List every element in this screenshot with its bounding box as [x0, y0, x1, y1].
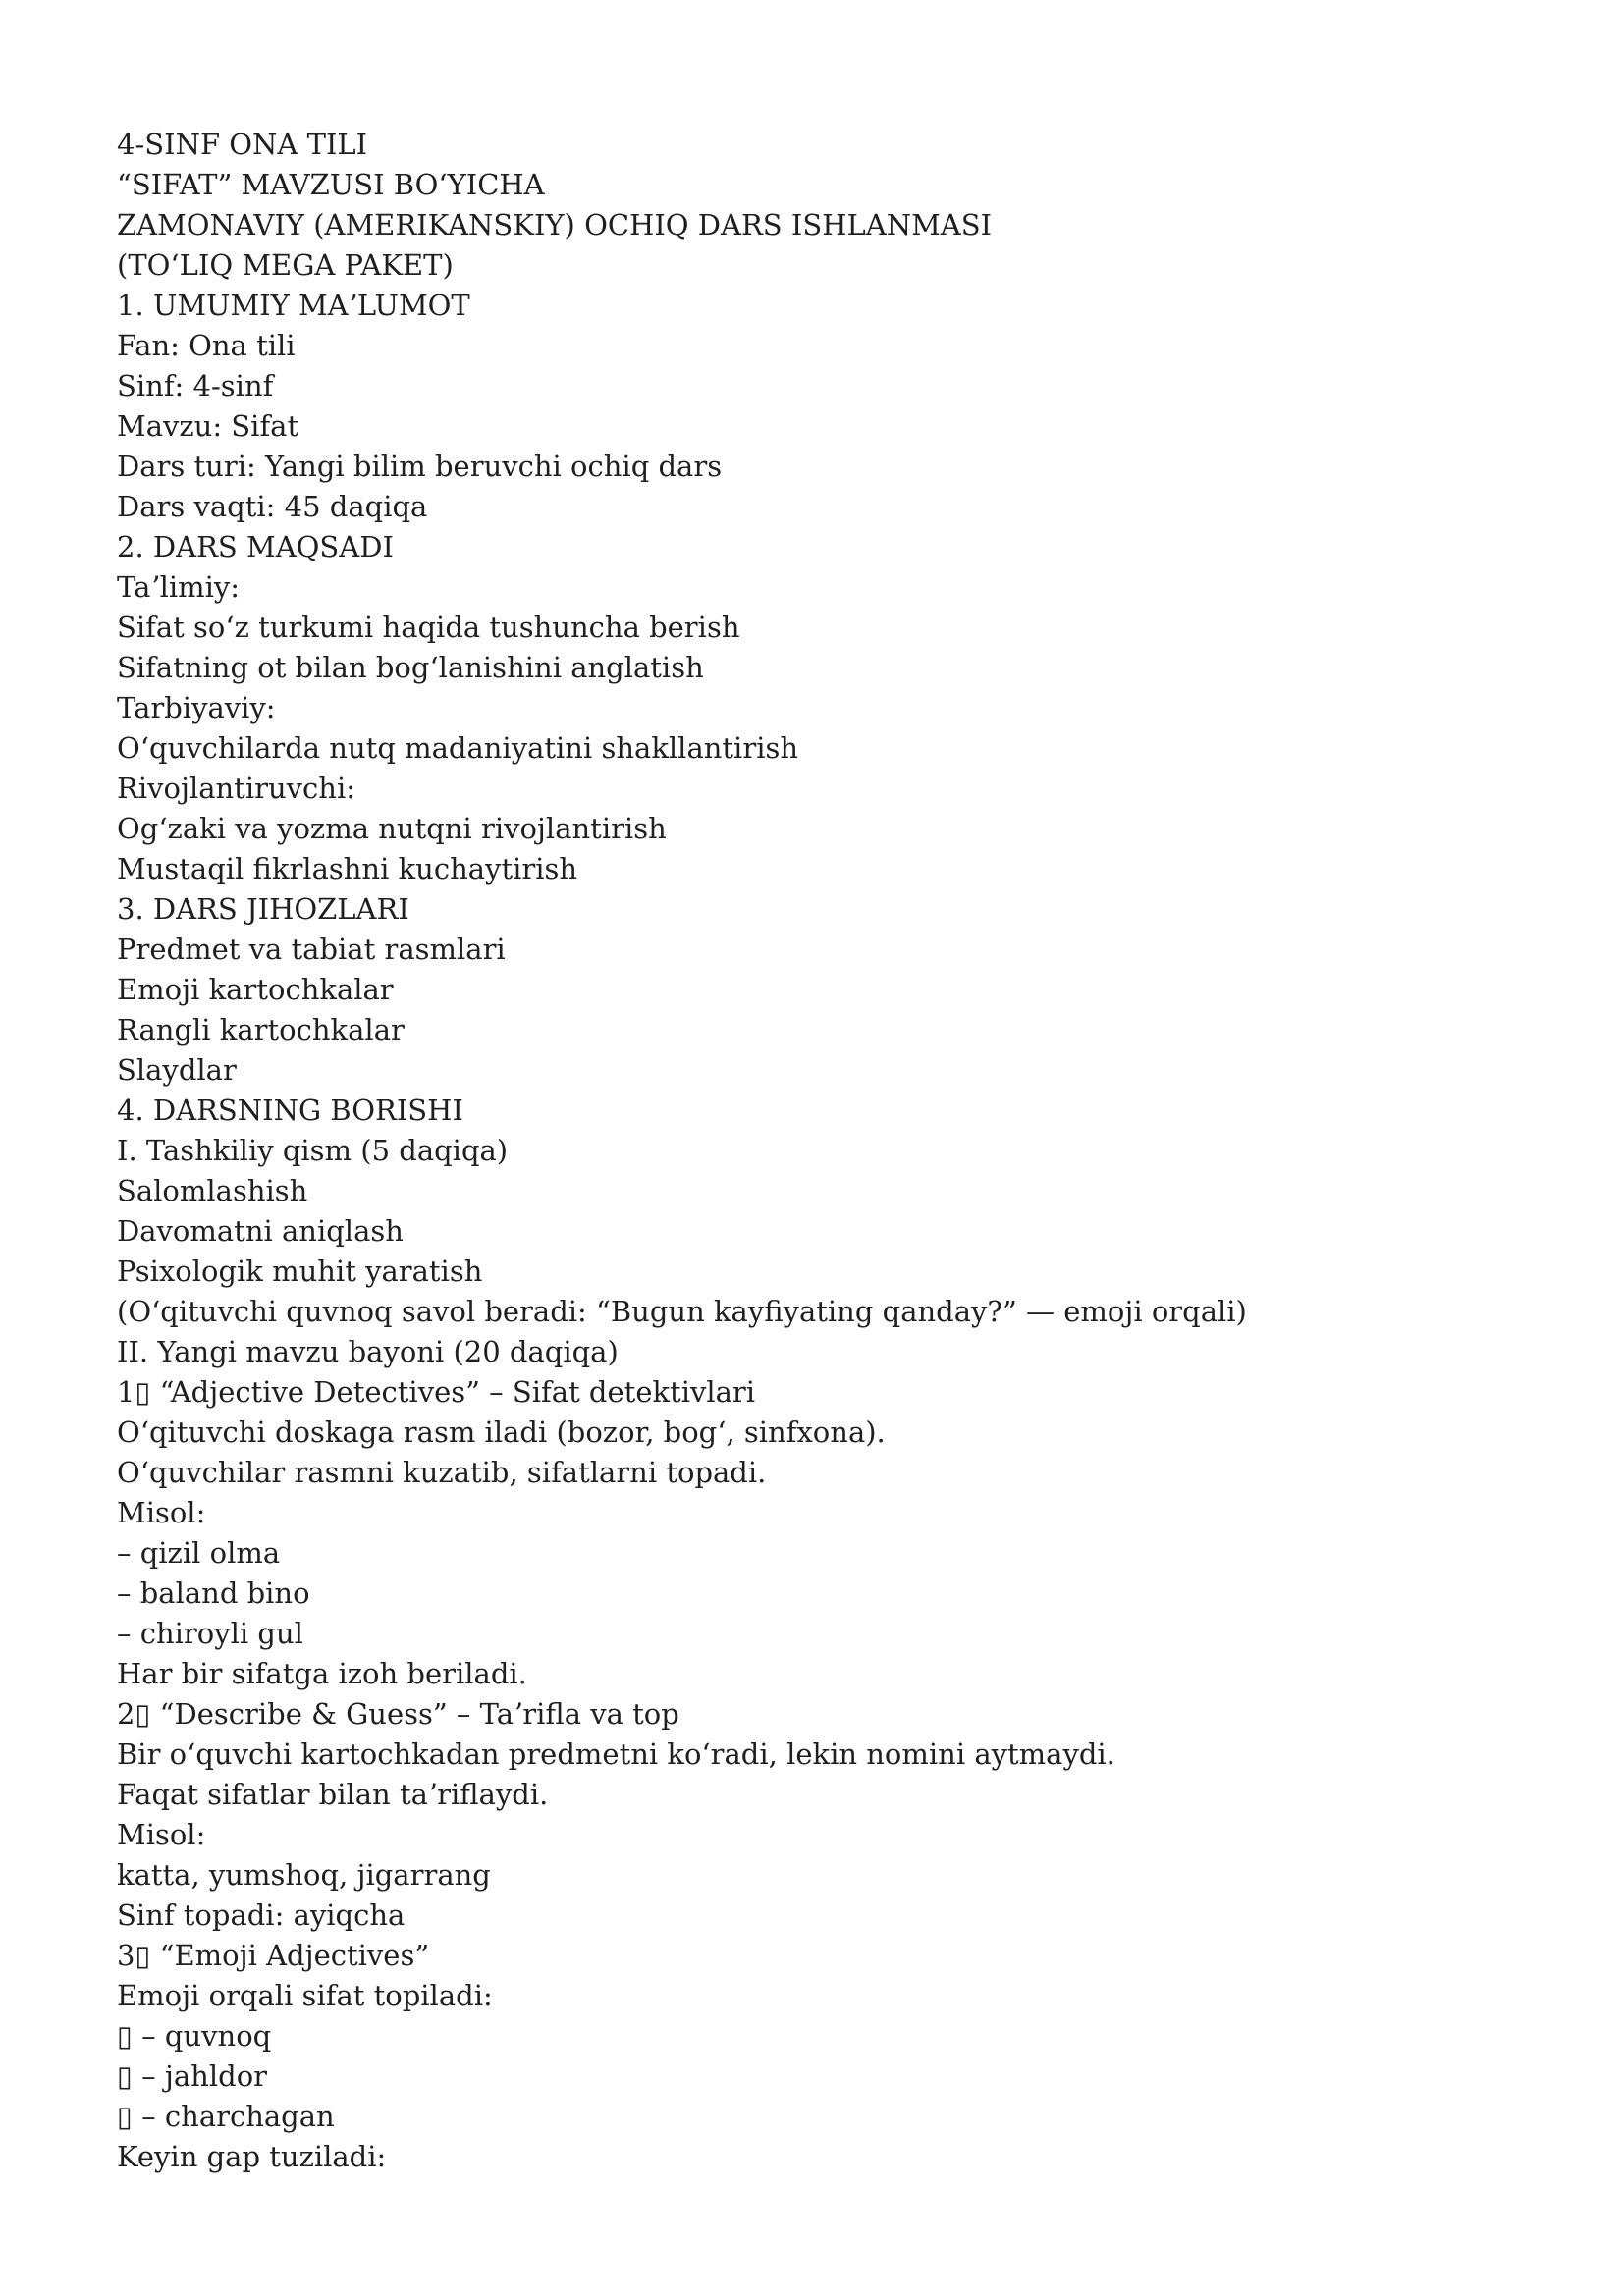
text-line: Taʼlimiy: — [117, 570, 241, 604]
text-line: – qizil olma — [117, 1536, 281, 1570]
text-line: Ogʻzaki va yozma nutqni rivojlantirish — [117, 812, 667, 845]
text-line: katta, yumshoq, jigarrang — [117, 1858, 491, 1892]
text-line: 3▯ “Emoji Adjectives” — [117, 1939, 430, 1972]
section-heading-lesson-goal: 2. DARS MAQSADI — [117, 530, 394, 563]
text-line: II. Yangi mavzu bayoni (20 daqiqa) — [117, 1335, 619, 1368]
text-line: Fan: Ona tili — [117, 329, 296, 362]
text-line: Psixologik muhit yaratish — [117, 1255, 483, 1288]
text-line: Dars turi: Yangi bilim beruvchi ochiq dars — [117, 450, 723, 483]
text-line: Mustaqil fikrlashni kuchaytirish — [117, 852, 578, 885]
text-line: Bir oʻquvchi kartochkadan predmetni koʻradi, lekin nomini aytmaydi. — [117, 1737, 1115, 1771]
text-line: Misol: — [117, 1496, 206, 1529]
section-heading-general-info: 1. UMUMIY MAʼLUMOT — [117, 289, 470, 322]
text-line: Misol: — [117, 1818, 206, 1851]
text-line: Dars vaqti: 45 daqiqa — [117, 490, 428, 523]
section-heading-lesson-flow: 4. DARSNING BORISHI — [117, 1094, 463, 1127]
text-line: Oʻquvchilarda nutq madaniyatini shakllantirish — [117, 731, 799, 765]
text-line: Keyin gap tuziladi: — [117, 2140, 387, 2173]
text-line: Oʻquvchilar rasmni kuzatib, sifatlarni topadi. — [117, 1456, 767, 1489]
text-line: 2▯ “Describe & Guess” – Taʼrifla va top — [117, 1697, 679, 1731]
document-body — [117, 125, 1511, 2177]
text-line: Sinf topadi: ayiqcha — [117, 1898, 406, 1932]
doc-title-topic: “SIFAT” MAVZUSI BOʻYICHA — [117, 168, 545, 201]
text-line: Rangli kartochkalar — [117, 1013, 405, 1046]
doc-title-grade: 4-SINF ONA TILI — [117, 128, 368, 161]
text-line: Salomlashish — [117, 1174, 308, 1207]
text-line: Oʻqituvchi doskaga rasm iladi (bozor, bogʻ, sinfxona). — [117, 1415, 886, 1449]
text-line: – baland bino — [117, 1576, 310, 1610]
text-line: I. Tashkiliy qism (5 daqiqa) — [117, 1134, 509, 1167]
text-line: Rivojlantiruvchi: — [117, 772, 356, 805]
doc-title-package: (TOʻLIQ MEGA PAKET) — [117, 248, 454, 282]
text-line: Emoji orqali sifat topiladi: — [117, 1979, 493, 2012]
doc-title-type: ZAMONAVIY (AMERIKANSKIY) OCHIQ DARS ISHLANMASI — [117, 208, 993, 241]
text-line: Tarbiyaviy: — [117, 691, 276, 724]
text-line: Davomatni aniqlash — [117, 1214, 404, 1248]
text-line: ▯ – quvnoq — [117, 2019, 272, 2053]
text-line: Sifat soʻz turkumi haqida tushuncha berish — [117, 611, 740, 644]
text-line: (Oʻqituvchi quvnoq savol beradi: “Bugun kayfiyating qanday?” — emoji orqali) — [117, 1295, 1247, 1328]
text-line: ▯ – charchagan — [117, 2100, 335, 2133]
text-line: Slaydlar — [117, 1053, 237, 1087]
text-line: Emoji kartochkalar — [117, 973, 394, 1006]
text-line: ▯ – jahldor — [117, 2059, 268, 2093]
text-line: Mavzu: Sifat — [117, 409, 299, 443]
text-line: – chiroyli gul — [117, 1617, 303, 1650]
text-line: Sinf: 4-sinf — [117, 369, 274, 402]
section-heading-equipment: 3. DARS JIHOZLARI — [117, 892, 409, 926]
text-line: Faqat sifatlar bilan taʼriflaydi. — [117, 1778, 549, 1811]
text-line: Sifatning ot bilan bogʻlanishini anglatish — [117, 651, 704, 684]
text-line: Predmet va tabiat rasmlari — [117, 933, 506, 966]
text-line: 1▯ “Adjective Detectives” – Sifat detektivlari — [117, 1375, 756, 1409]
text-line: Har bir sifatga izoh beriladi. — [117, 1657, 527, 1690]
